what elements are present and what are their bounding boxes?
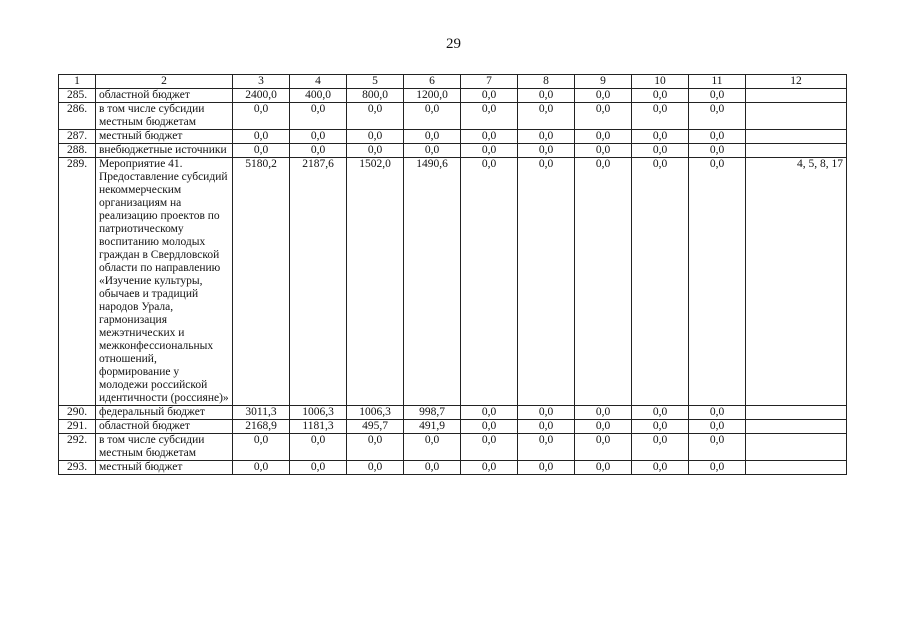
row-name: внебюджетные источники [96, 144, 233, 158]
target-indicators: 4, 5, 8, 17 [746, 158, 847, 406]
cell-value: 0,0 [233, 103, 290, 130]
cell-value: 0,0 [347, 103, 404, 130]
row-name: федеральный бюджет [96, 406, 233, 420]
cell-value: 0,0 [518, 434, 575, 461]
cell-value: 2400,0 [233, 89, 290, 103]
cell-value: 495,7 [347, 420, 404, 434]
cell-value: 0,0 [290, 103, 347, 130]
cell-value: 0,0 [689, 406, 746, 420]
cell-value: 0,0 [689, 461, 746, 475]
cell-value: 1502,0 [347, 158, 404, 406]
cell-value: 0,0 [689, 130, 746, 144]
cell-value: 0,0 [632, 461, 689, 475]
table-row [59, 144, 847, 158]
cell-value: 0,0 [290, 144, 347, 158]
column-header: 7 [461, 75, 518, 89]
cell-value: 0,0 [461, 434, 518, 461]
row-number: 285. [59, 89, 96, 103]
row-number: 287. [59, 130, 96, 144]
row-number: 286. [59, 103, 96, 130]
cell-value: 0,0 [575, 103, 632, 130]
cell-value: 0,0 [575, 461, 632, 475]
cell-value: 0,0 [689, 89, 746, 103]
cell-value: 0,0 [461, 158, 518, 406]
table-body [59, 89, 847, 475]
cell-value: 2187,6 [290, 158, 347, 406]
column-header: 4 [290, 75, 347, 89]
cell-value: 0,0 [518, 420, 575, 434]
column-header: 5 [347, 75, 404, 89]
cell-value: 0,0 [461, 89, 518, 103]
row-name: областной бюджет [96, 420, 233, 434]
cell-value: 3011,3 [233, 406, 290, 420]
cell-value: 0,0 [461, 461, 518, 475]
cell-value: 0,0 [461, 130, 518, 144]
page-number: 29 [446, 36, 461, 52]
cell-value: 0,0 [632, 89, 689, 103]
cell-value: 0,0 [347, 461, 404, 475]
cell-value: 0,0 [290, 461, 347, 475]
cell-value: 0,0 [575, 434, 632, 461]
table-row [59, 103, 847, 130]
cell-value: 0,0 [632, 434, 689, 461]
cell-value: 0,0 [233, 461, 290, 475]
cell-value: 0,0 [233, 130, 290, 144]
cell-value: 0,0 [347, 434, 404, 461]
row-name: областной бюджет [96, 89, 233, 103]
table-row [59, 420, 847, 434]
table-row [59, 434, 847, 461]
table-row [59, 406, 847, 420]
cell-value: 0,0 [632, 420, 689, 434]
cell-value: 800,0 [347, 89, 404, 103]
cell-value: 0,0 [632, 130, 689, 144]
cell-value: 0,0 [632, 103, 689, 130]
cell-value: 0,0 [233, 144, 290, 158]
table-row [59, 158, 847, 406]
cell-value: 0,0 [518, 158, 575, 406]
cell-value: 0,0 [404, 144, 461, 158]
cell-value: 0,0 [290, 434, 347, 461]
table-row [59, 130, 847, 144]
target-indicators [746, 406, 847, 420]
target-indicators [746, 434, 847, 461]
cell-value: 0,0 [575, 406, 632, 420]
cell-value: 0,0 [632, 144, 689, 158]
cell-value: 0,0 [518, 89, 575, 103]
cell-value: 0,0 [461, 420, 518, 434]
cell-value: 0,0 [404, 130, 461, 144]
cell-value: 0,0 [575, 158, 632, 406]
target-indicators [746, 103, 847, 130]
cell-value: 0,0 [404, 434, 461, 461]
table-row [59, 89, 847, 103]
column-header: 9 [575, 75, 632, 89]
cell-value: 0,0 [575, 420, 632, 434]
cell-value: 0,0 [347, 144, 404, 158]
header-row [59, 75, 847, 89]
column-header: 6 [404, 75, 461, 89]
cell-value: 0,0 [689, 103, 746, 130]
row-name: местный бюджет [96, 461, 233, 475]
column-header: 3 [233, 75, 290, 89]
row-name: в том числе субсидии местным бюджетам [96, 434, 233, 461]
cell-value: 0,0 [233, 434, 290, 461]
target-indicators [746, 130, 847, 144]
cell-value: 0,0 [518, 406, 575, 420]
column-header: 12 [746, 75, 847, 89]
cell-value: 0,0 [518, 103, 575, 130]
cell-value: 1490,6 [404, 158, 461, 406]
cell-value: 491,9 [404, 420, 461, 434]
row-number: 293. [59, 461, 96, 475]
row-name: местный бюджет [96, 130, 233, 144]
row-number: 289. [59, 158, 96, 406]
table-row [59, 461, 847, 475]
column-header: 10 [632, 75, 689, 89]
target-indicators [746, 89, 847, 103]
cell-value: 400,0 [290, 89, 347, 103]
cell-value: 998,7 [404, 406, 461, 420]
cell-value: 0,0 [689, 144, 746, 158]
target-indicators [746, 461, 847, 475]
row-name: в том числе субсидии местным бюджетам [96, 103, 233, 130]
cell-value: 0,0 [404, 103, 461, 130]
row-number: 291. [59, 420, 96, 434]
cell-value: 5180,2 [233, 158, 290, 406]
cell-value: 2168,9 [233, 420, 290, 434]
cell-value: 0,0 [575, 144, 632, 158]
cell-value: 1006,3 [347, 406, 404, 420]
cell-value: 0,0 [461, 103, 518, 130]
cell-value: 0,0 [518, 461, 575, 475]
cell-value: 0,0 [632, 406, 689, 420]
cell-value: 0,0 [689, 420, 746, 434]
cell-value: 0,0 [518, 130, 575, 144]
row-number: 290. [59, 406, 96, 420]
cell-value: 0,0 [575, 89, 632, 103]
column-header: 1 [59, 75, 96, 89]
cell-value: 0,0 [518, 144, 575, 158]
row-name: Мероприятие 41. Предоставление субсидий некоммерческим организациям на реализацию проектов по патриотическому воспитанию молодых граждан в Свердловской области по направлению «Изучение культуры, обычаев и традиций народов Урала, гармонизация межэтнических и межконфессиональных отношений, формирование у молодежи российской идентичности (россияне)» [96, 158, 233, 406]
cell-value: 1006,3 [290, 406, 347, 420]
target-indicators [746, 420, 847, 434]
budget-table [58, 74, 847, 475]
cell-value: 0,0 [290, 130, 347, 144]
target-indicators [746, 144, 847, 158]
cell-value: 0,0 [461, 144, 518, 158]
cell-value: 1181,3 [290, 420, 347, 434]
cell-value: 0,0 [461, 406, 518, 420]
cell-value: 0,0 [689, 434, 746, 461]
cell-value: 0,0 [404, 461, 461, 475]
cell-value: 0,0 [347, 130, 404, 144]
column-header: 8 [518, 75, 575, 89]
column-header: 2 [96, 75, 233, 89]
row-number: 292. [59, 434, 96, 461]
cell-value: 0,0 [689, 158, 746, 406]
cell-value: 1200,0 [404, 89, 461, 103]
cell-value: 0,0 [632, 158, 689, 406]
row-number: 288. [59, 144, 96, 158]
column-header: 11 [689, 75, 746, 89]
cell-value: 0,0 [575, 130, 632, 144]
